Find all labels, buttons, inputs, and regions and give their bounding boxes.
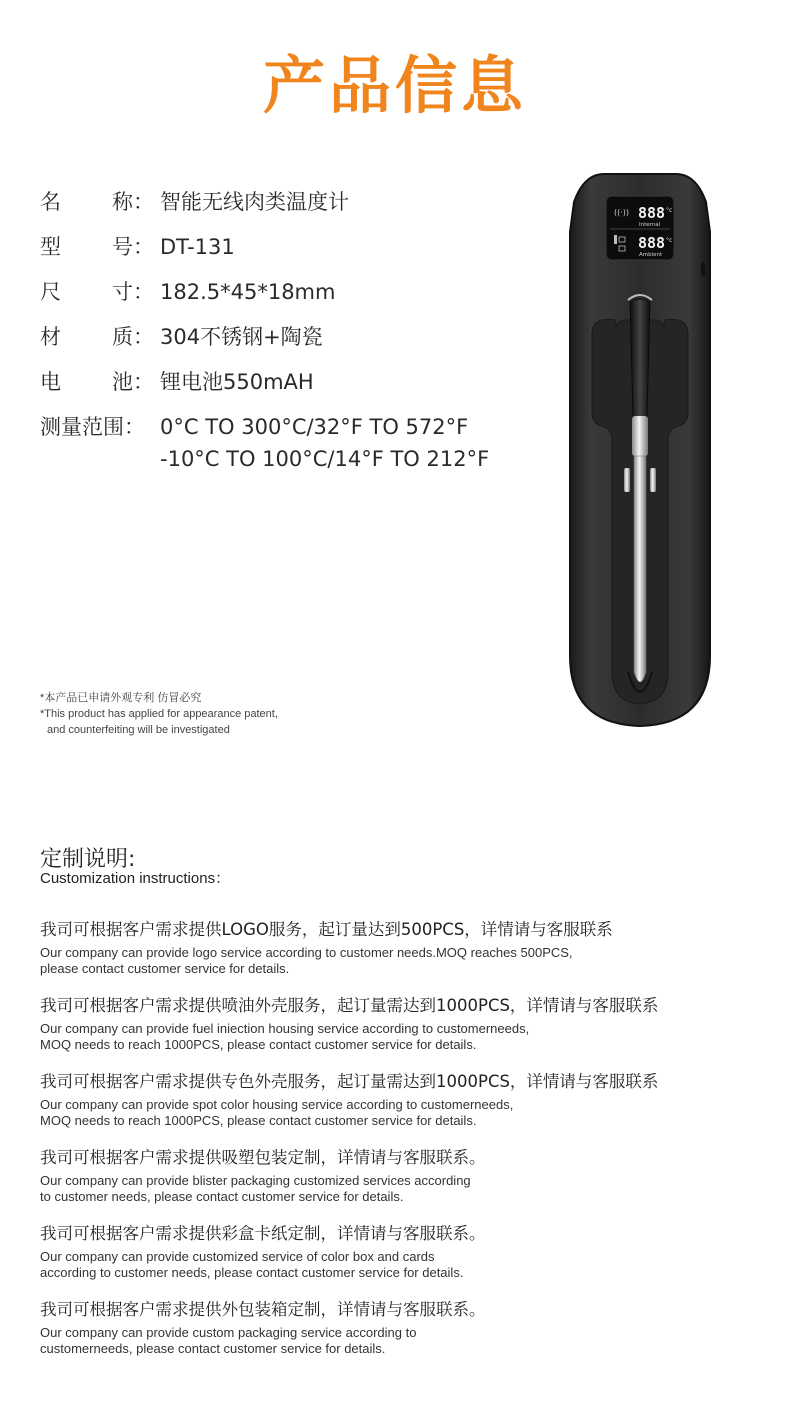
item-en-1: Our company can provide customized service of color box and cards [40,1249,435,1264]
item-en-2: to customer needs, please contact customer service for details. [40,1189,404,1204]
item-en-1: Our company can provide spot color housing service according to customerneeds, [40,1097,514,1112]
item-en-1: Our company can provide fuel iniection housing service according to customerneeds, [40,1021,530,1036]
customization-item [40,1069,760,1129]
item-zh: 我司可根据客户需求提供吸塑包装定制，详情请与客服联系。 [40,1148,486,1167]
spec-label-char: 寸： [112,280,154,304]
customization-title: 定制说明: [40,847,136,872]
spec-row-name [40,180,560,225]
patent-note-en-2: and counterfeiting will be investigated [47,724,230,736]
page-title: 产品信息 [262,49,527,122]
customization-item [40,1145,760,1205]
spec-label-char: 尺 [40,280,61,304]
spec-row-model [40,225,560,270]
spec-value: 智能无线肉类温度计 [160,190,349,214]
display-bottom-label: Ambient [639,252,663,258]
item-en-1: Our company can provide logo service according to customer needs.MOQ reaches 500PCS, [40,945,573,960]
item-en-2: according to customer needs, please contact customer service for details. [40,1265,464,1280]
spec-label-char: 名 [40,190,61,214]
spec-label-char: 材 [40,325,61,349]
display-bottom-unit: °c [666,237,673,244]
range-line-2: -10°C TO 100°C/14°F TO 212°F [160,447,490,471]
spec-value: 锂电池550mAH [160,370,314,394]
patent-note-zh: *本产品已申请外观专利 仿冒必究 [40,692,202,704]
spec-range-label: 测量范围： [40,415,145,439]
patent-note [40,690,278,738]
item-zh: 我司可根据客户需求提供外包装箱定制，详情请与客服联系。 [40,1300,486,1319]
item-en-2: MOQ needs to reach 1000PCS, please contact customer service for details. [40,1113,477,1128]
spec-row-size [40,270,560,315]
display-top-unit: °c [666,207,673,214]
spec-value: 304不锈钢+陶瓷 [160,325,323,349]
display-top-digits: 888 [638,204,666,222]
spec-label-char: 质： [112,325,154,349]
range-line-1: 0°C TO 300°C/32°F TO 572°F [160,415,469,439]
spec-list [40,180,560,475]
svg-text:((·)): ((·)) [614,208,630,217]
spec-label-char: 池： [112,370,154,394]
item-en-1: Our company can provide blister packaging customized services according [40,1173,471,1188]
item-en-2: please contact customer service for details. [40,961,290,976]
customization-subtitle: Customization instructions： [40,870,231,887]
item-en-2: customerneeds, please contact customer service for details. [40,1341,386,1356]
display-top-label: Internal [639,222,661,228]
item-zh: 我司可根据客户需求提供专色外壳服务，起订量需达到1000PCS，详情请与客服联系 [40,1072,659,1091]
item-en-1: Our company can provide custom packaging service according to [40,1325,417,1340]
customization-item [40,1297,760,1357]
patent-note-en-1: *This product has applied for appearance patent, [40,708,278,720]
item-zh: 我司可根据客户需求提供喷油外壳服务，起订量需达到1000PCS，详情请与客服联系 [40,996,659,1015]
spec-row-range [40,405,560,475]
thermometer-product-image [568,172,712,728]
spec-row-material [40,315,560,360]
spec-label-char: 称： [112,190,154,214]
spec-label-char: 型 [40,235,61,259]
spec-value: 182.5*45*18mm [160,280,336,304]
spec-row-battery [40,360,560,405]
item-zh: 我司可根据客户需求提供LOGO服务，起订量达到500PCS，详情请与客服联系 [40,920,613,939]
spec-label-char: 电 [40,370,61,394]
item-en-2: MOQ needs to reach 1000PCS, please contact customer service for details. [40,1037,477,1052]
customization-item [40,993,760,1053]
spec-label-char: 号： [112,235,154,259]
spec-value: DT-131 [160,235,235,259]
item-zh: 我司可根据客户需求提供彩盒卡纸定制，详情请与客服联系。 [40,1224,486,1243]
customization-item [40,917,760,977]
display-bottom-digits: 888 [638,234,666,252]
customization-item [40,1221,760,1281]
